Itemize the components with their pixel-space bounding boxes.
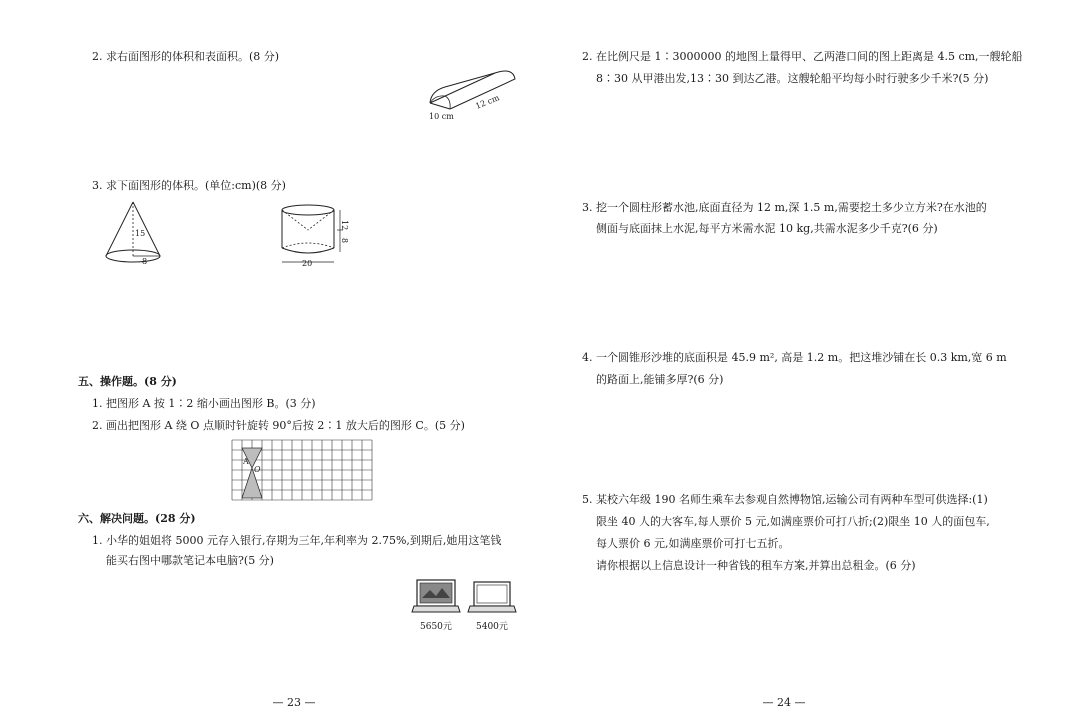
right-q5-line3: 每人票价 6 元,如满座票价可打七五折。	[596, 537, 790, 550]
right-q5-line2: 限坐 40 人的大客车,每人票价 5 元,如满座票价可打八折;(2)限坐 10 人的面包车,	[596, 515, 990, 528]
half-cylinder-figure	[425, 65, 525, 125]
cone-height-label: 15	[135, 229, 146, 238]
right-q3-line1: 3. 挖一个圆柱形蓄水池,底面直径为 12 m,深 1.5 m,需要挖土多少立方米?在水池的	[582, 201, 987, 214]
laptop-2-icon	[468, 580, 518, 618]
right-q5-line1: 5. 某校六年级 190 名师生乘车去参观自然博物馆,运输公司有两种车型可供选择:(1)	[582, 493, 988, 506]
right-q4-line2: 的路面上,能铺多厚?(6 分)	[596, 373, 724, 386]
cylinder-top-label: 12	[340, 220, 349, 231]
section-5-item-1: 1. 把图形 A 按 1∶2 缩小画出图形 B。(3 分)	[92, 397, 316, 410]
laptop-1-price: 5650元	[420, 622, 452, 632]
question-2-text: 2. 求右面图形的体积和表面积。(8 分)	[92, 50, 280, 63]
section-6-q1-line2: 能买右图中哪款笔记本电脑?(5 分)	[106, 554, 274, 567]
right-q4-line1: 4. 一个圆锥形沙堆的底面积是 45.9 m², 高是 1.2 m。把这堆沙铺在长 0.3 km,宽 6 m	[582, 351, 1007, 364]
cylinder-bottom-label: 8	[340, 238, 349, 244]
label-diameter: 10 cm	[429, 112, 454, 121]
section-6-title: 六、解决问题。(28 分)	[78, 512, 196, 525]
cylinder-width-label: 20	[302, 259, 313, 268]
laptop-2-price: 5400元	[476, 622, 508, 632]
section-5-item-2: 2. 画出把图形 A 绕 O 点顺时针旋转 90°后按 2∶1 放大后的图形 C。(5 分)	[92, 419, 465, 432]
question-3-text: 3. 求下面图形的体积。(单位:cm)(8 分)	[92, 179, 286, 192]
section-6-q1-line1: 1. 小华的姐姐将 5000 元存入银行,存期为三年,年利率为 2.75%,到期后,她用这笔钱	[92, 534, 502, 547]
right-q5-line4: 请你根据以上信息设计一种省钱的租车方案,并算出总租金。(6 分)	[596, 559, 916, 572]
section-5-title: 五、操作题。(8 分)	[78, 375, 177, 388]
right-page	[540, 0, 1080, 724]
right-q2-line2: 8∶30 从甲港出发,13∶30 到达乙港。这艘轮船平均每小时行驶多少千米?(5 分)	[596, 72, 989, 85]
drawing-grid	[232, 440, 377, 502]
right-q2-line1: 2. 在比例尺是 1∶3000000 的地图上量得甲、乙两港口间的图上距离是 4.5 cm,一艘轮船	[582, 50, 1023, 63]
page-number-left: — 23 —	[272, 696, 316, 709]
page-number-right: — 24 —	[762, 696, 806, 709]
right-q3-line2: 侧面与底面抹上水泥,每平方米需水泥 10 kg,共需水泥多少千克?(6 分)	[596, 222, 938, 235]
grid-label-a: A	[243, 457, 249, 466]
laptop-1-icon	[412, 578, 462, 618]
cone-figure	[100, 200, 170, 270]
label-length: 12 cm	[474, 93, 501, 111]
cylinder-cone-figure	[278, 200, 358, 272]
grid-label-o: O	[254, 465, 261, 474]
cone-radius-label: 8	[142, 257, 148, 266]
